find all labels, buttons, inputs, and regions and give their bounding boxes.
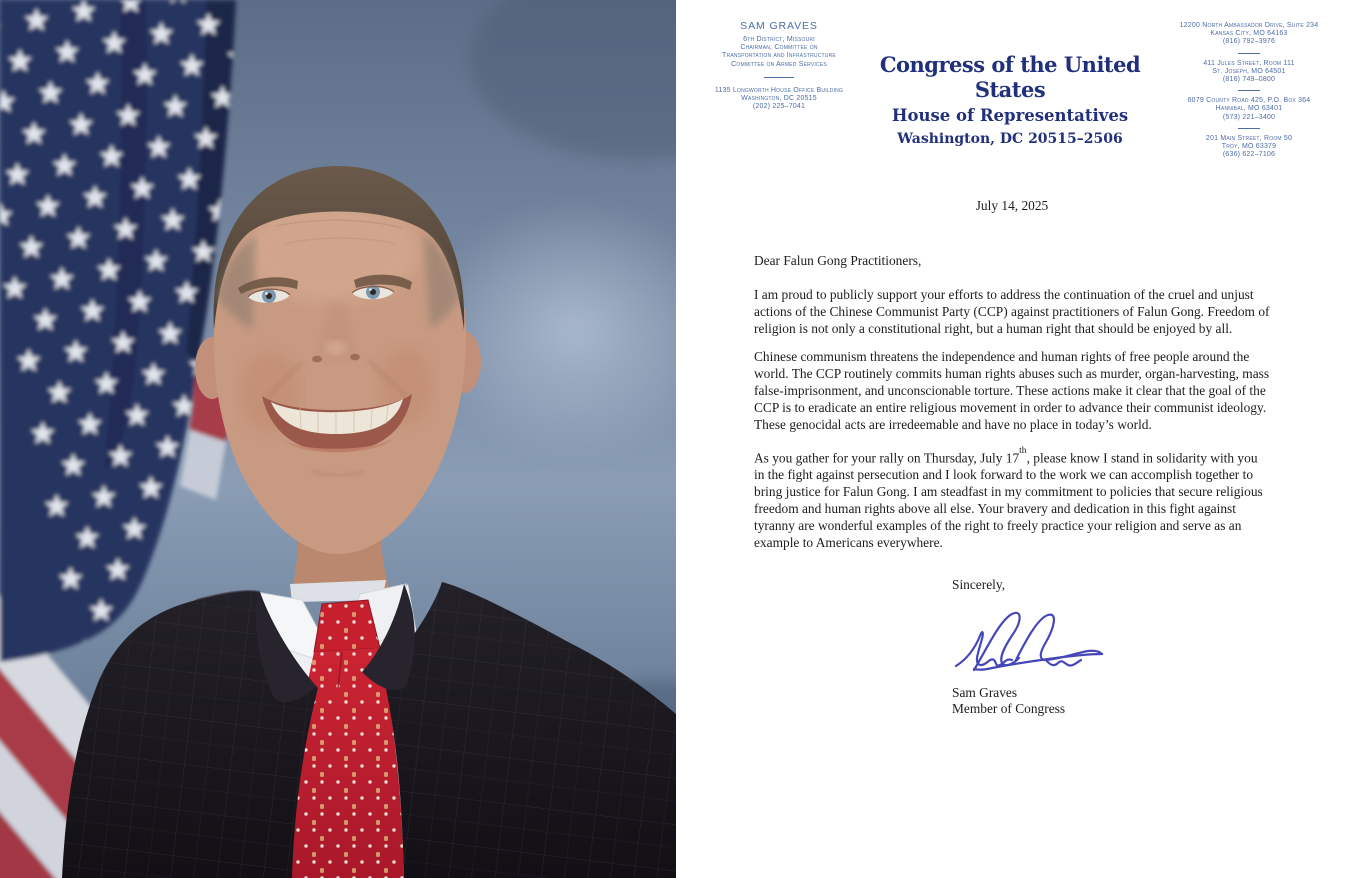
divider <box>764 77 794 78</box>
dc-office-address: 1135 Longworth House Office Building <box>714 86 844 94</box>
dc-office-phone: (202) 225–7041 <box>752 103 806 111</box>
district-office-address: 201 Main Street, Room 50 Troy, MO 63379 (636) 622–7106 <box>1205 134 1293 159</box>
letter-date: July 14, 2025 <box>975 198 1049 213</box>
district-office-address: 6079 County Road 425, P.O. Box 364 Hannibal, MO 63401 (573) 221–3400 <box>1187 97 1311 121</box>
letter-page <box>676 0 1350 878</box>
signature <box>946 604 1110 682</box>
district-office-address: 12200 North Ambassador Drive, Suite 234 Kansas City, MO 64163 (816) 792–3976 <box>1179 22 1319 46</box>
washington-line: Washington, DC 20515–2506 <box>897 131 1123 147</box>
paragraph-2: Chinese communism threatens the independence and human rights of free people around the world. The CCP routinely commits human rights abuses such as murder, organ-harvesting, mass false-imprisonment, and unconscionable torture. These actions make it clear that the goal of the CCP is to eradicate an entire religious movement in order to advance their communist ideology. These genocidal acts are irredeemable and have no place in today’s world. <box>754 349 1270 432</box>
ordinal-superscript: th <box>1019 445 1027 456</box>
paragraph-3: As you gather for your rally on Thursday, July 17th, please know I stand in solidarity with you in the fight against persecution and I look forward to the work we can accomplish together to bring justice for Falun Gong. I am steadfast in my commitment to policies that secure religious freedom and human rights above all else. Your bravery and dedication in this fight against tyranny are wonderful examples of the right to freely practice your religion and serve as an example to Americans everywhere. <box>754 445 1263 551</box>
committee-line: Chairman, Committee on <box>740 44 818 52</box>
letterhead-left-block <box>694 20 864 111</box>
divider <box>1238 90 1260 91</box>
signature-title: Member of Congress <box>952 701 1066 716</box>
closing: Sincerely, <box>952 577 1006 592</box>
divider <box>1238 53 1260 54</box>
committee-line: Transportation and Infrastructure <box>722 52 836 60</box>
committee-line: Committee on Armed Services <box>731 60 827 68</box>
signature-name: Sam Graves <box>952 685 1018 700</box>
letterhead-right-block <box>1163 22 1335 159</box>
congress-title: Congress of the United States <box>879 52 1141 102</box>
divider <box>1238 128 1260 129</box>
house-title: House of Representatives <box>891 106 1129 125</box>
member-name: SAM GRAVES <box>740 20 818 32</box>
district-office-address: 411 Jules Street, Room 111 St. Joseph, MO 64501 (816) 749–0800 <box>1203 59 1295 84</box>
paragraph-1: I am proud to publicly support your efforts to address the continuation of the cruel and unjust actions of the Chinese Communist Party (CCP) against practitioners of Falun Gong. Freedom of religion is not only a constitutional right, but a human right that should be enjoyed by all. <box>754 287 1270 336</box>
letterhead-center-block <box>870 52 1150 147</box>
salutation: Dear Falun Gong Practitioners, <box>754 253 922 268</box>
district-line: 6th District, Missouri <box>743 36 815 43</box>
dc-office-address: Washington, DC 20515 <box>741 95 817 103</box>
